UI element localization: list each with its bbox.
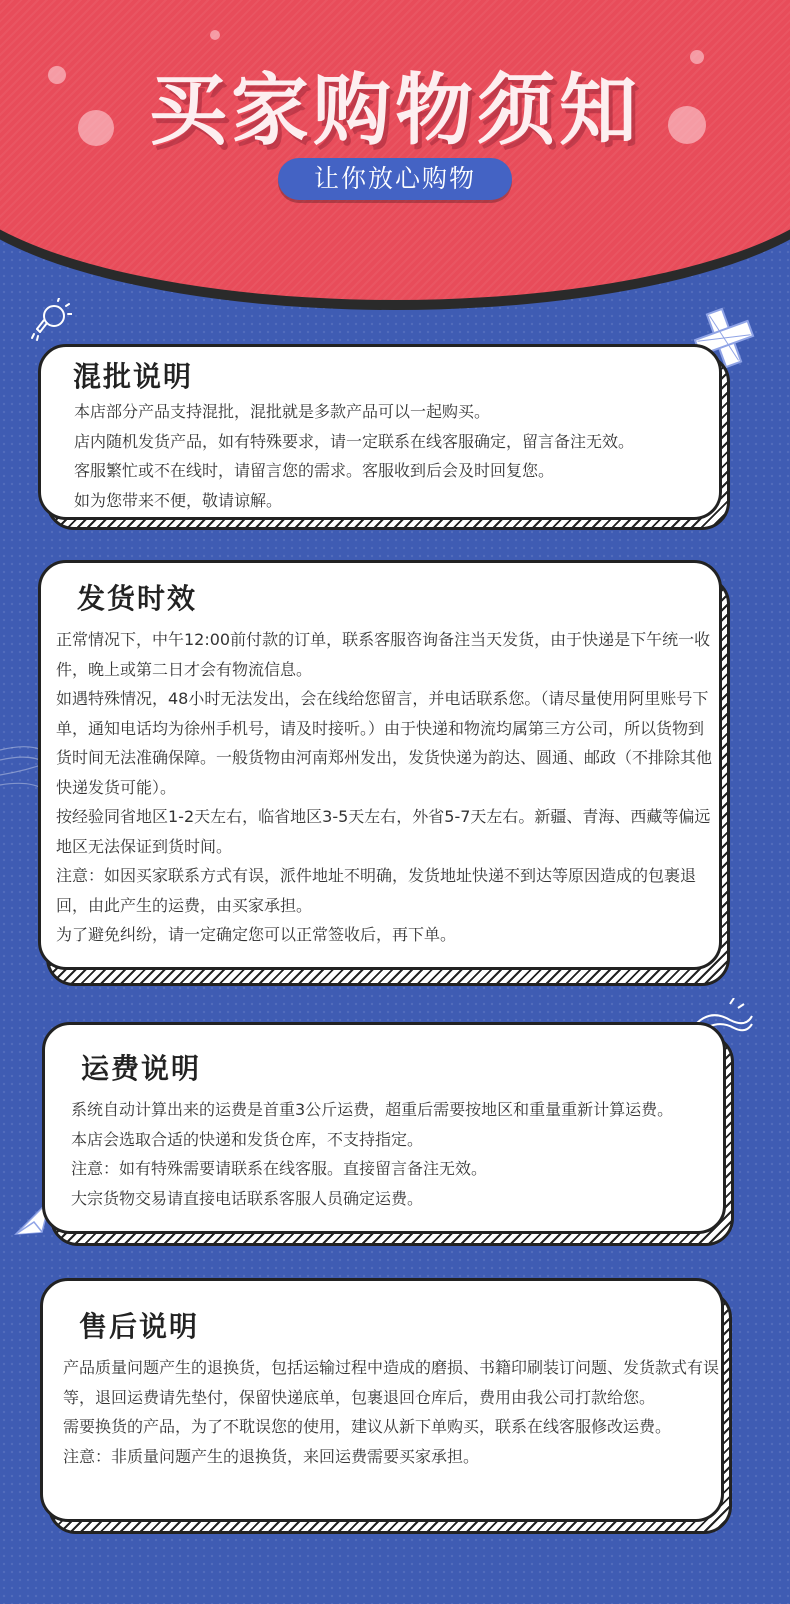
page-title: 买家购物须知 — [148, 66, 641, 156]
card-panel — [40, 1278, 724, 1522]
decor-dot — [210, 30, 220, 40]
paragraph: 注意：如有特殊需要请联系在线客服。直接留言备注无效。 — [71, 1159, 488, 1178]
paragraph: 本店会选取合适的快递和发货仓库，不支持指定。 — [71, 1129, 424, 1149]
paragraph: 为了避免纠纷，请一定确定您可以正常签收后，再下单。 — [56, 925, 457, 944]
section-title: 售后说明 — [79, 1310, 200, 1343]
paragraph: 大宗货物交易请直接电话联系客服人员确定运费。 — [71, 1188, 424, 1208]
paragraph: 产品质量问题产生的退换货，包括运输过程中造成的磨损、书籍印刷装订问题、发货款式有误等，退回运费请先垫付，保留快递底单，包裹退回仓库后，费用由我公司打款给您。 — [63, 1358, 720, 1407]
section-card-after-sales — [40, 1278, 724, 1522]
paragraph: 如遇特殊情况，48小时无法发出，会在线给您留言，并电话联系您。（请尽量使用阿里账号下单，通知电话均为徐州手机号，请及时接听。）由于快递和物流均属第三方公司，所以货物到货时间无法准确保障。一般货物由河南郑州发出，发货快递为韵达、圆通、邮政（不排除其他快递发货可能）。 — [56, 689, 713, 797]
paragraph: 本店部分产品支持混批，混批就是多款产品可以一起购买。 — [74, 402, 491, 421]
section-card-shipping-time — [38, 560, 722, 970]
lightbulb-icon — [28, 298, 72, 344]
paragraph: 注意：非质量问题产生的退换货，来回运费需要买家承担。 — [63, 1446, 480, 1466]
section-title: 运费说明 — [81, 1052, 202, 1085]
paragraph: 正常情况下，中午12:00前付款的订单，联系客服咨询备注当天发货，由于快递是下午统一收件，晚上或第二日才会有物流信息。 — [56, 630, 711, 679]
paragraph: 需要换货的产品，为了不耽误您的使用，建议从新下单购买，联系在线客服修改运费。 — [63, 1417, 672, 1436]
card-panel — [38, 560, 722, 970]
paragraph: 店内随机发货产品，如有特殊要求，请一定联系在线客服确定，留言备注无效。 — [74, 431, 635, 451]
section-card-freight — [42, 1022, 726, 1234]
paragraph: 如为您带来不便，敬请谅解。 — [74, 490, 283, 510]
section-body — [63, 1353, 725, 1471]
section-body — [71, 1095, 727, 1213]
paragraph: 注意：如因买家联系方式有误，派件地址不明确，发货地址快递不到达等原因造成的包裹退回，由此产生的运费，由买家承担。 — [56, 866, 697, 915]
section-title: 发货时效 — [77, 582, 198, 615]
paragraph: 客服繁忙或不在线时，请留言您的需求。客服收到后会及时回复您。 — [74, 461, 555, 480]
paragraph: 按经验同省地区1-2天左右，临省地区3-5天左右，外省5-7天左右。新疆、青海、西藏等偏远地区无法保证到货时间。 — [56, 807, 711, 856]
section-title: 混批说明 — [73, 360, 194, 393]
subtitle-badge: 让你放心购物 — [278, 158, 512, 200]
section-card-mixed-wholesale — [38, 344, 722, 520]
section-body — [56, 625, 718, 950]
card-panel — [42, 1022, 726, 1234]
card-panel — [38, 344, 722, 520]
section-body — [74, 397, 714, 515]
paragraph: 系统自动计算出来的运费是首重3公斤运费，超重后需要按地区和重量重新计算运费。 — [71, 1100, 674, 1119]
